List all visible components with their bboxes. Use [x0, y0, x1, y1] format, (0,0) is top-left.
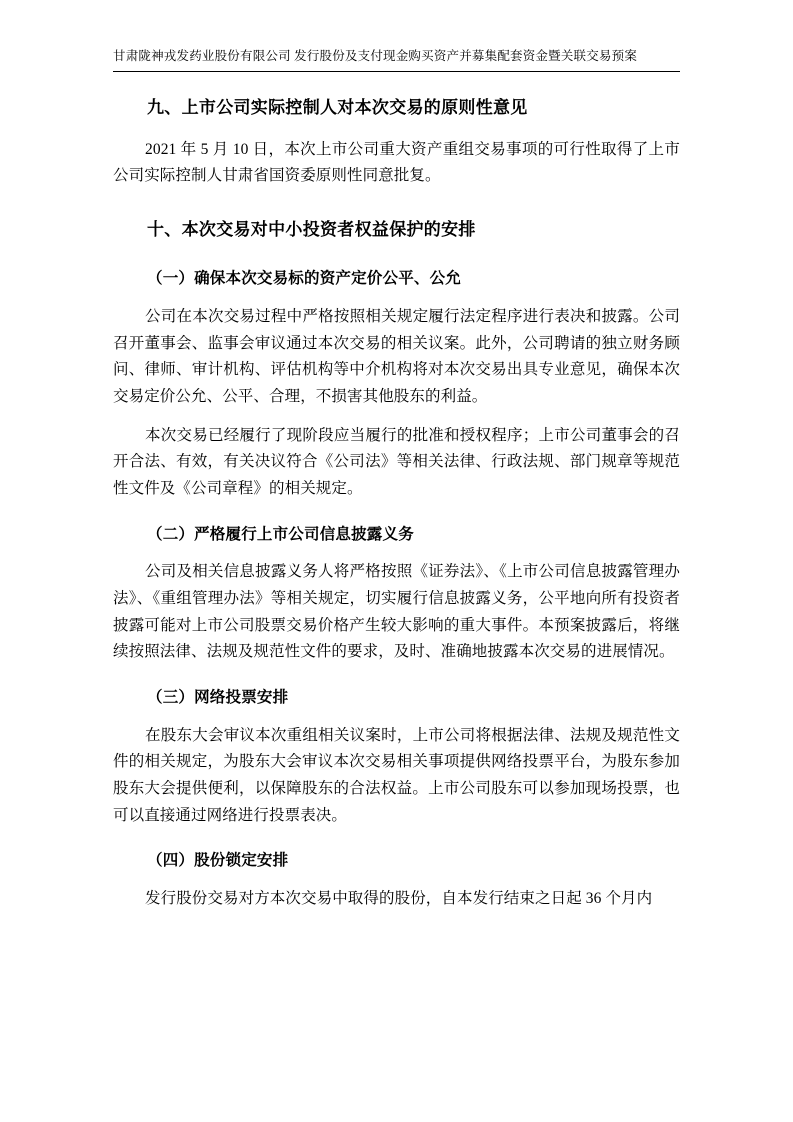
paragraph: 2021 年 5 月 10 日，本次上市公司重大资产重组交易事项的可行性取得了上市公司实际控制人甘肃省国资委原则性同意批复。 [113, 140, 680, 185]
subsection-heading: （三）网络投票安排 [147, 689, 289, 706]
paragraph: 发行股份交易对方本次交易中取得的股份，自本发行结束之日起 36 个月内 [145, 890, 653, 908]
section-spacer [113, 841, 680, 849]
subsection-heading: （一）确保本次交易标的资产定价公平、公允 [147, 270, 462, 288]
section-spacer [113, 202, 680, 216]
section-heading: 九、上市公司实际控制人对本次交易的原则性意见 [147, 97, 528, 117]
paragraph: 本次交易已经履行了现阶段应当履行的批准和授权程序；上市公司董事会的召开合法、有效，有关决议符合《公司法》等相关法律、行政法规、部门规章等规范性文件及《公司章程》的相关规定。 [113, 426, 680, 497]
paragraph: 在股东大会审议本次重组相关议案时，上市公司将根据法律、法规及规范性文件的相关规定，为股东大会审议本次交易相关事项提供网络投票平台，为股东参加股东大会提供便利，以保障股东的合法权益。上市公司股东可以参加现场投票，也可以直接通过网络进行投票表决。 [113, 726, 680, 824]
section-spacer [113, 259, 680, 267]
subsection-heading: （四）股份锁定安排 [147, 852, 289, 870]
section-spacer [113, 515, 680, 523]
section-heading: 十、本次交易对中小投资者权益保护的安排 [147, 220, 476, 239]
page-content [113, 48, 680, 925]
page-header: 甘肃陇神戎发药业股份有限公司 发行股份及支付现金购买资产并募集配套资金暨关联交易预案 [113, 49, 638, 63]
paragraph: 公司及相关信息披露义务人将严格按照《证券法》、《上市公司信息披露管理办法》、《重组管理办法》等相关规定，切实履行信息披露义务，公平地向所有投资者披露可能对上市公司股票交易价格产生较大影响的重大事件。本预案披露后，将继续按照法律、法规及规范性文件的要求，及时、准确地披露本次交易的进展情况。 [113, 563, 680, 661]
header-divider [113, 71, 680, 72]
paragraph: 公司在本次交易过程中严格按照相关规定履行法定程序进行表决和披露。公司召开董事会、监事会审议通过本次交易的相关议案。此外，公司聘请的独立财务顾问、律师、审计机构、评估机构等中介机构将对本次交易出具专业意见，确保本次交易定价公允、公平、合理，不损害其他股东的利益。 [113, 307, 680, 405]
section-spacer [113, 678, 680, 686]
subsection-heading: （二）严格履行上市公司信息披露义务 [147, 525, 414, 543]
